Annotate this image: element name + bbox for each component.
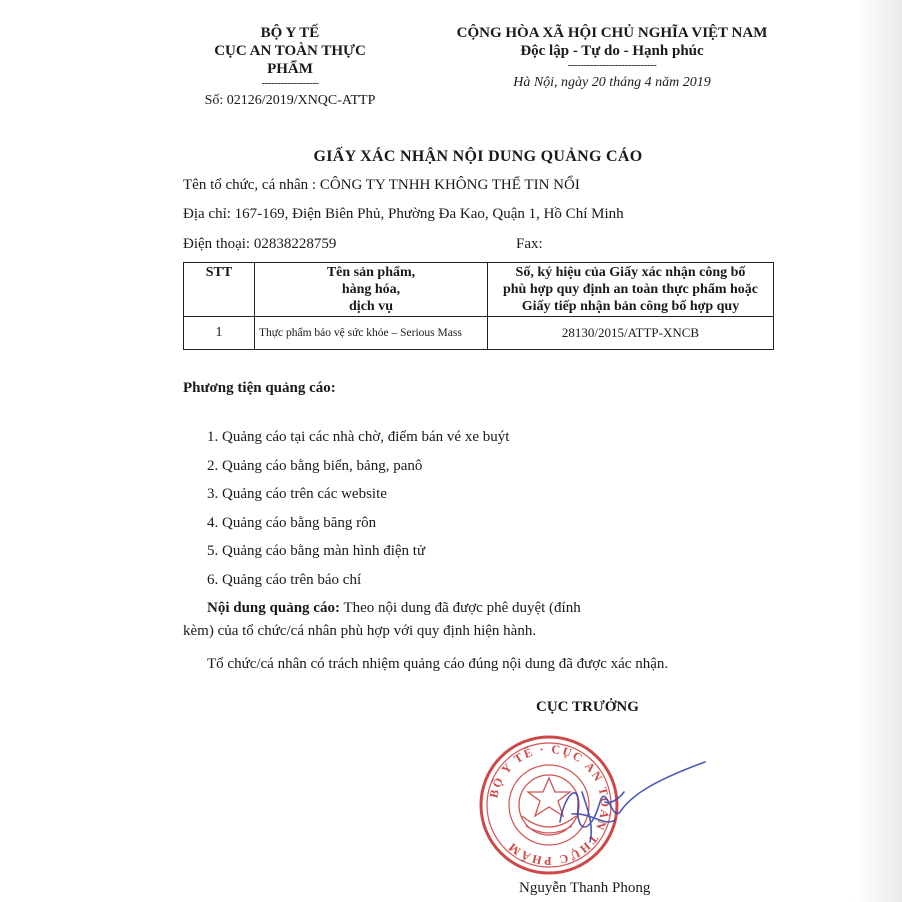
responsibility-note: Tổ chức/cá nhân có trách nhiệm quảng cáo đúng nội dung đã được xác nhận. [207, 656, 669, 672]
header-certificate [488, 263, 774, 317]
header-certificate-line: phù hợp quy định an toàn thực phẩm hoặc [502, 282, 759, 297]
list-item: 6. Quảng cáo trên báo chí [207, 571, 362, 588]
address-line: Địa chỉ: 167-169, Điện Biên Phủ, Phường Đa Kao, Quận 1, Hồ Chí Minh [183, 206, 624, 222]
left-divider: ------------------ [261, 77, 319, 89]
issuer-block [200, 24, 380, 110]
document-title: GIẤY XÁC NHẬN NỘI DUNG QUẢNG CÁO [313, 148, 643, 165]
seal-text: BỘ Y TẾ · CỤC AN TOÀN THỰC PHẨM [486, 741, 613, 869]
signer-name: Nguyễn Thanh Phong [519, 880, 651, 896]
right-divider: ---------------------------- [567, 59, 657, 71]
header-stt: STT [184, 263, 255, 317]
national-motto: Độc lập - Tự do - Hạnh phúc [520, 43, 704, 59]
row-certificate: 28130/2015/ATTP-XNCB [488, 317, 774, 350]
header-product-line: hàng hóa, [341, 282, 401, 297]
department-name: CỤC AN TOÀN THỰC PHẨM [214, 43, 366, 77]
national-heading-block [447, 24, 777, 92]
table-row [184, 317, 774, 350]
content-text: Theo nội dung đã được phê duyệt (đính kèm) của tổ chức/cá nhân phù hợp với quy định hiện hành. [183, 600, 581, 639]
list-item: 5. Quảng cáo bằng màn hình điện tử [207, 543, 426, 559]
place-date: Hà Nội, ngày 20 tháng 4 năm 2019 [513, 75, 711, 90]
list-item: 1. Quảng cáo tại các nhà chờ, điểm bán vé xe buýt [207, 429, 510, 445]
document-number: Số: 02126/2019/XNQC-ATTP [204, 93, 376, 108]
header-product-line: Tên sản phẩm, [326, 265, 416, 280]
organization-line: Tên tổ chức, cá nhân : CÔNG TY TNHH KHÔNG THỂ TIN NỔI [183, 177, 580, 193]
header-certificate-line: Giấy tiếp nhận bản công bố hợp quy [521, 299, 740, 314]
phone-line: Điện thoại: 02838228759 [183, 236, 337, 252]
list-item: 3. Quảng cáo trên các website [207, 486, 387, 502]
row-product: Thực phẩm bảo vệ sức khỏe – Serious Mass [255, 317, 488, 350]
signer-title: CỤC TRƯỞNG [536, 699, 639, 715]
media-section-title: Phương tiện quảng cáo: [183, 380, 336, 396]
header-certificate-line: Số, ký hiệu của Giấy xác nhận công bố [515, 265, 746, 280]
header-product-line: dịch vụ [349, 299, 393, 314]
list-item: 2. Quảng cáo bằng biển, bảng, panô [207, 457, 423, 474]
page-edge-shadow [854, 0, 902, 902]
row-stt: 1 [184, 317, 255, 350]
content-label: Nội dung quảng cáo: [207, 600, 340, 616]
ministry-name: BỘ Y TẾ [260, 25, 320, 41]
table-header-row [184, 263, 774, 317]
country-name: CỘNG HÒA XÃ HỘI CHỦ NGHĨA VIỆT NAM [456, 25, 768, 41]
handwritten-signature-icon [520, 752, 710, 862]
header-product [255, 263, 488, 317]
media-list [207, 427, 509, 598]
list-item: 4. Quảng cáo bằng băng rôn [207, 514, 377, 531]
fax-line: Fax: [516, 236, 543, 252]
content-paragraph [183, 597, 583, 643]
product-table [183, 262, 774, 350]
